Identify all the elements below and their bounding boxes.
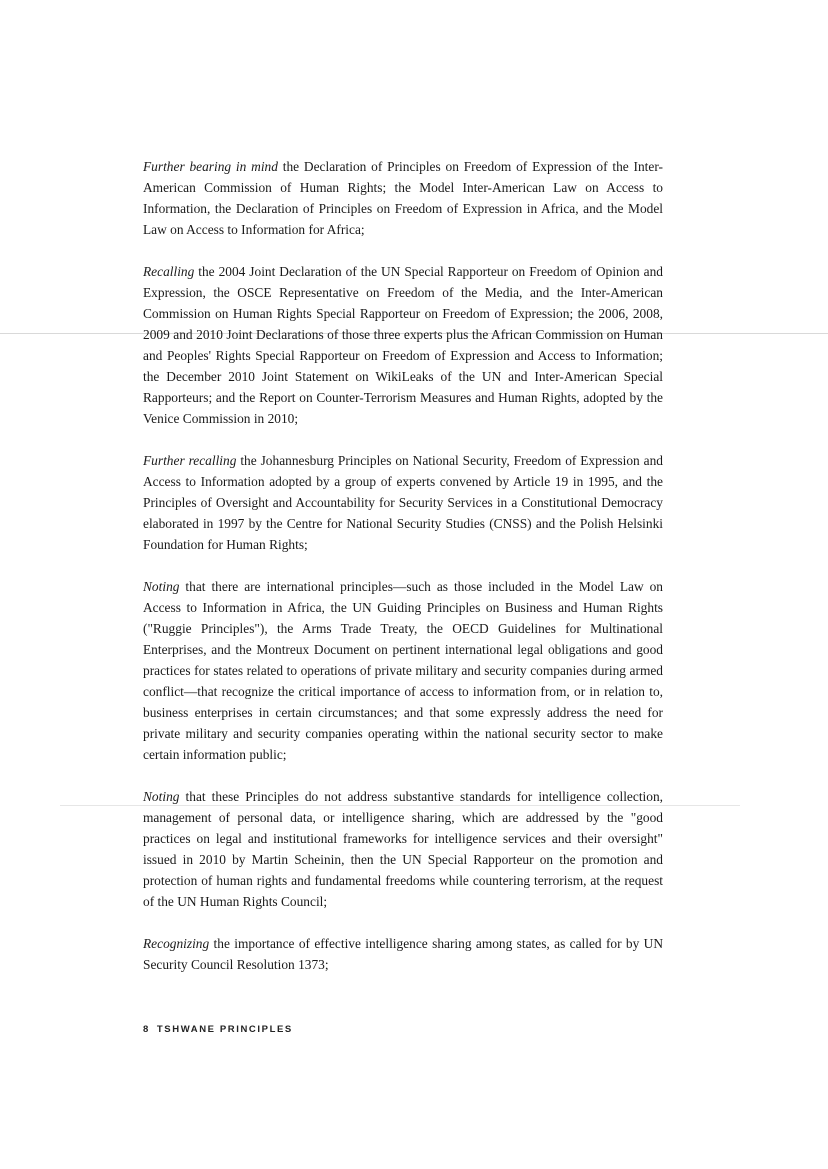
paragraph-noting-principles [143,576,663,765]
body-text [143,156,663,996]
paragraph-body: that these Principles do not address substantive standards for intelligence collection, management of personal data, or intelligence sharing, which are addressed by the "good practices on legal and institutional frameworks for intelligence services and their oversight" issued in 2010 by Martin Scheinin, then the UN Special Rapporteur on the promotion and protection of human rights and fundamental freedoms while countering terrorism, at the request of the UN Human Rights Council; [143,789,663,909]
paragraph-lead: Further recalling [143,453,237,468]
paragraph-recalling [143,261,663,429]
paragraph-noting-scope [143,786,663,912]
paragraph-body: the Johannesburg Principles on National Security, Freedom of Expression and Access to Information adopted by a group of experts convened by Article 19 in 1995, and the Principles of Oversight and Accountability for Security Services in a Constitutional Democracy elaborated in 1997 by the Centre for National Security Studies (CNSS) and the Polish Helsinki Foundation for Human Rights; [143,453,663,552]
paragraph-body: that there are international principles—such as those included in the Model Law on Access to Information in Africa, the UN Guiding Principles on Business and Human Rights ("Ruggie Principles"), the Arms Trade Treaty, the OECD Guidelines for Multinational Enterprises, and the Montreux Document on pertinent international legal obligations and good practices for states related to operations of private military and security companies during armed conflict—that recognize the critical importance of access to information from, or in relation to, business enterprises in certain circumstances; and that some expressly address the need for private military and security companies operating within the national security sector to make certain information public; [143,579,663,762]
paragraph-body: the 2004 Joint Declaration of the UN Special Rapporteur on Freedom of Opinion and Expression, the OSCE Representative on Freedom of the Media, and the Inter-American Commission on Human Rights Special Rapporteur on Freedom of Expression; the 2006, 2008, 2009 and 2010 Joint Declarations of those three experts plus the African Commission on Human and Peoples' Rights Special Rapporteur on Freedom of Expression and Access to Information; the December 2010 Joint Statement on WikiLeaks of the UN and Inter-American Special Rapporteurs; and the Report on Counter-Terrorism Measures and Human Rights, adopted by the Venice Commission in 2010; [143,264,663,426]
paragraph-body: the Declaration of Principles on Freedom of Expression of the Inter-American Commission of Human Rights; the Model Inter-American Law on Access to Information, the Declaration of Principles on Freedom of Expression in Africa, and the Model Law on Access to Information for Africa; [143,159,663,237]
paragraph-body: the importance of effective intelligence sharing among states, as called for by UN Security Council Resolution 1373; [143,936,663,972]
paragraph-lead: Noting [143,789,180,804]
paragraph-lead: Further bearing in mind [143,159,278,174]
paragraph-recognizing [143,933,663,975]
running-title: TSHWANE PRINCIPLES [156,1024,293,1035]
paragraph-lead: Recognizing [143,936,210,951]
paragraph-further-recalling [143,450,663,555]
paragraph-lead: Noting [143,579,180,594]
page-footer [143,1024,293,1035]
page-number: 8 [143,1024,150,1035]
paragraph-further-bearing [143,156,663,240]
paragraph-lead: Recalling [143,264,195,279]
